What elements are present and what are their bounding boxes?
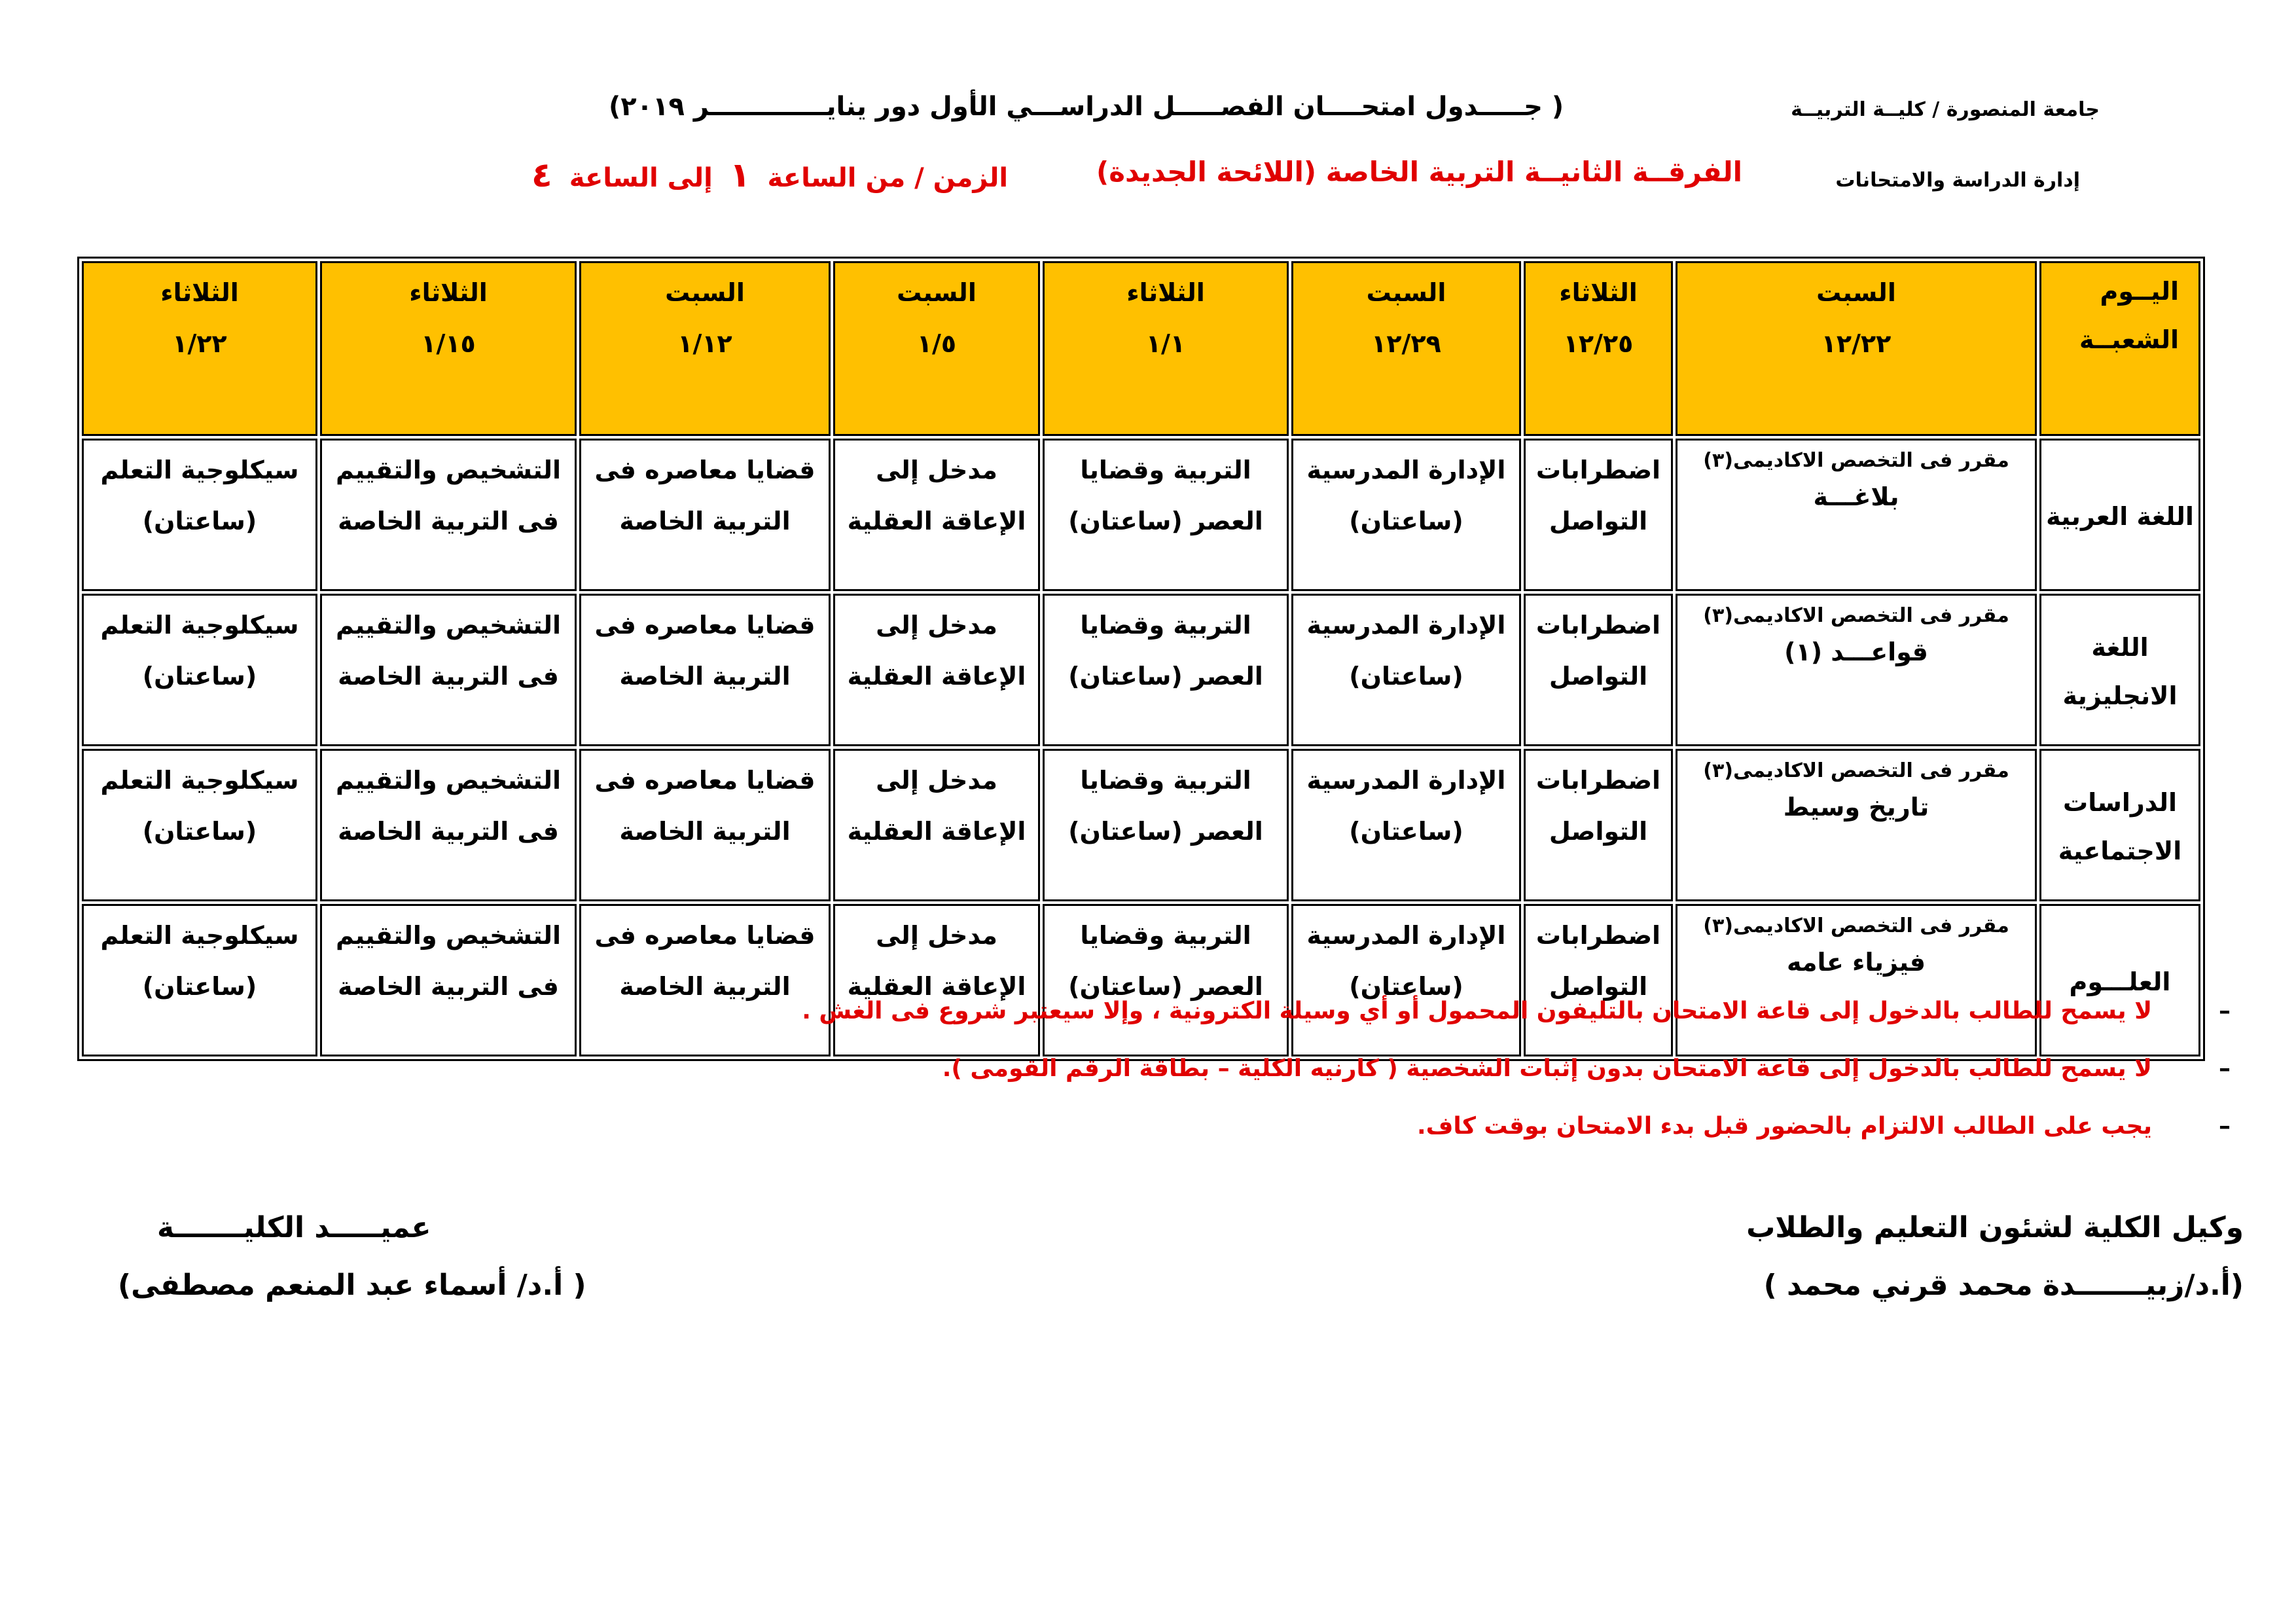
day-name: الثلاثاء (160, 278, 239, 307)
day-header (1524, 261, 1673, 436)
division-cell (2039, 749, 2200, 901)
corner-day-label: اليــوم (2100, 277, 2179, 306)
special-subject-cell (1676, 594, 2037, 746)
subject-line: التربية وقضايا (1080, 921, 1251, 950)
subject-line: فى التربية الخاصة (338, 817, 559, 846)
day-header (82, 261, 317, 436)
subject-line: (ساعتان) (142, 662, 257, 691)
subject-line: سيكلوجية التعلم (100, 921, 299, 950)
exam-rules (267, 992, 2231, 1164)
rule-item (267, 1107, 2231, 1164)
day-date: ١٢/٢٢ (1821, 329, 1892, 358)
subject-cell (82, 594, 317, 746)
subject-line: اضطرابات (1535, 456, 1661, 484)
subject-cell (1291, 594, 1521, 746)
subject-line: اضطرابات (1535, 766, 1661, 795)
day-date: ١٢/٢٩ (1371, 329, 1441, 358)
subject-line: التربية وقضايا (1080, 456, 1251, 484)
special-subject-name: فيزياء عامه (1786, 948, 1926, 977)
rule-text: لا يسمح للطالب بالدخول إلى قاعة الامتحان بالتليفون المحمول أو أي وسيلة الكترونية ، وإلا سيعتبر شروع فى الغش . (802, 998, 2152, 1024)
subject-line: التواصل (1549, 662, 1648, 691)
subject-line: مدخل إلى (876, 921, 997, 950)
subject-line: اضطرابات (1535, 921, 1661, 950)
rule-text: يجب على الطالب الالتزام بالحضور قبل بدء الامتحان بوقت كاف. (1416, 1113, 2152, 1140)
division-cell (2039, 594, 2200, 746)
dean-title: عميـــــد الكليـــــــة (157, 1211, 431, 1244)
day-name: الثلاثاء (409, 278, 488, 307)
subject-line: العصر (ساعتان) (1068, 817, 1263, 846)
rule-bullet: – (2219, 1055, 2231, 1082)
day-name: الثلاثاء (1559, 278, 1638, 307)
subject-cell (1524, 594, 1673, 746)
subject-line: قضايا معاصره فى (594, 921, 816, 950)
subject-line: الإعاقة العقلية (847, 662, 1026, 691)
rule-item (267, 992, 2231, 1049)
subject-line: التربية وقضايا (1080, 611, 1251, 640)
division-label: الدراسات (2063, 788, 2177, 817)
subject-line: الإدارة المدرسية (1306, 611, 1506, 640)
table-header-row (82, 261, 2200, 436)
subject-line: مدخل إلى (876, 456, 997, 484)
special-subject-note: مقرر فى التخصص الاكاديمى(٣) (1703, 759, 2009, 782)
special-subject-note: مقرر فى التخصص الاكاديمى(٣) (1703, 449, 2009, 472)
subject-line: (ساعتان) (142, 507, 257, 535)
subject-line: (ساعتان) (1349, 662, 1463, 691)
subject-cell (320, 439, 577, 591)
table-row (82, 594, 2200, 746)
special-subject-cell (1676, 439, 2037, 591)
subject-line: التربية الخاصة (619, 662, 791, 691)
subject-line: (ساعتان) (1349, 972, 1463, 1001)
day-name: السبت (665, 278, 745, 307)
subject-cell (1291, 749, 1521, 901)
special-subject-cell (1676, 749, 2037, 901)
subject-line: التشخيص والتقييم (335, 921, 562, 950)
dean-name: ( أ.د/ أسماء عبد المنعم مصطفى) (118, 1269, 586, 1302)
rule-text: لا يسمح للطالب بالدخول إلى قاعة الامتحان بدون إثبات الشخصية ( كارنيه الكلية – بطاقة الرقم القومى ). (942, 1055, 2152, 1082)
vice-dean-title: وكيل الكلية لشئون التعليم والطلاب (1746, 1211, 2244, 1244)
vice-dean-name: (أ.د/زبيـــــــدة محمد قرني محمد ) (1763, 1269, 2244, 1302)
subject-line: التواصل (1549, 817, 1648, 846)
day-date: ١/١٢ (677, 329, 732, 358)
division-label: اللغة (2091, 633, 2149, 662)
subject-cell (579, 439, 831, 591)
rule-bullet: – (2219, 1113, 2231, 1140)
day-header (579, 261, 831, 436)
division-label: الانجليزية (2062, 681, 2178, 710)
subject-cell (320, 594, 577, 746)
day-header (833, 261, 1040, 436)
time-prefix: الزمن / من الساعة (767, 163, 1009, 193)
subject-cell (1291, 439, 1521, 591)
subject-line: الإعاقة العقلية (847, 507, 1026, 535)
subject-cell (1524, 749, 1673, 901)
day-name: الثلاثاء (1126, 278, 1205, 307)
subject-line: قضايا معاصره فى (594, 611, 816, 640)
subject-line: (ساعتان) (142, 972, 257, 1001)
table-row (82, 439, 2200, 591)
subject-cell (833, 439, 1040, 591)
subject-line: سيكلوجية التعلم (100, 766, 299, 795)
subject-cell (579, 749, 831, 901)
subject-line: التربية الخاصة (619, 817, 791, 846)
day-date: ١/٢٢ (172, 329, 227, 358)
division-label: العلـــوم (2069, 967, 2171, 996)
subject-line: الإعاقة العقلية (847, 972, 1026, 1001)
page-title: ( جـــــدول امتحــــان الفصـــــل الدراســـي الأول دور ينايـــــــــــــر ٢٠١٩) (609, 92, 1564, 122)
time-to: ٤ (531, 156, 552, 195)
subject-line: التواصل (1549, 507, 1648, 535)
subject-line: سيكلوجية التعلم (100, 456, 299, 484)
subject-line: الإدارة المدرسية (1306, 766, 1506, 795)
subject-cell (833, 749, 1040, 901)
exam-time (524, 156, 1008, 195)
subject-cell (1524, 439, 1673, 591)
group-title: الفرقــة الثانيــة التربية الخاصة (اللائحة الجديدة) (1096, 156, 1743, 188)
day-header (1676, 261, 2037, 436)
subject-line: قضايا معاصره فى (594, 456, 816, 484)
exam-schedule-table (77, 257, 2205, 1061)
subject-line: مدخل إلى (876, 766, 997, 795)
subject-line: العصر (ساعتان) (1068, 662, 1263, 691)
subject-cell (82, 749, 317, 901)
day-name: السبت (1366, 278, 1446, 307)
subject-line: فى التربية الخاصة (338, 972, 559, 1001)
division-cell (2039, 439, 2200, 591)
subject-line: (ساعتان) (142, 817, 257, 846)
day-date: ١/١٥ (421, 329, 476, 358)
subject-cell (1043, 439, 1289, 591)
subject-line: التواصل (1549, 972, 1648, 1001)
subject-line: التربية وقضايا (1080, 766, 1251, 795)
subject-line: (ساعتان) (1349, 507, 1463, 535)
special-subject-note: مقرر فى التخصص الاكاديمى(٣) (1703, 604, 2009, 627)
subject-line: العصر (ساعتان) (1068, 507, 1263, 535)
subject-line: اضطرابات (1535, 611, 1661, 640)
subject-line: التشخيص والتقييم (335, 611, 562, 640)
day-date: ١/١ (1145, 329, 1186, 358)
corner-division-label: الشعبــة (2079, 325, 2179, 354)
subject-line: فى التربية الخاصة (338, 507, 559, 535)
subject-line: التربية الخاصة (619, 972, 791, 1001)
special-subject-name: قواعـــد (١) (1784, 638, 1928, 666)
subject-line: العصر (ساعتان) (1068, 972, 1263, 1001)
subject-line: سيكلوجية التعلم (100, 611, 299, 640)
university-label: جامعة المنصورة / كليــة التربيــة (1791, 98, 2100, 121)
subject-line: مدخل إلى (876, 611, 997, 640)
special-subject-note: مقرر فى التخصص الاكاديمى(٣) (1703, 914, 2009, 937)
corner-cell (2039, 261, 2200, 436)
subject-line: فى التربية الخاصة (338, 662, 559, 691)
subject-line: التشخيص والتقييم (335, 766, 562, 795)
subject-line: (ساعتان) (1349, 817, 1463, 846)
special-subject-name: تاريخ وسيط (1783, 793, 1929, 821)
time-from: ١ (729, 156, 751, 195)
day-header (320, 261, 577, 436)
department-label: إدارة الدراسة والامتحانات (1835, 169, 2080, 192)
subject-line: قضايا معاصره فى (594, 766, 816, 795)
day-header (1043, 261, 1289, 436)
subject-line: الإعاقة العقلية (847, 817, 1026, 846)
division-label: الاجتماعية (2058, 837, 2182, 865)
day-date: ١/٥ (916, 329, 957, 358)
day-header (1291, 261, 1521, 436)
subject-cell (1043, 749, 1289, 901)
special-subject-name: بلاغـــة (1813, 482, 1899, 511)
subject-cell (579, 594, 831, 746)
division-label: اللغة العربية (2046, 502, 2194, 531)
day-name: السبت (1816, 278, 1896, 307)
subject-line: الإدارة المدرسية (1306, 921, 1506, 950)
time-mid: إلى الساعة (569, 163, 713, 193)
day-name: السبت (897, 278, 977, 307)
subject-cell (1043, 594, 1289, 746)
table-row (82, 749, 2200, 901)
rule-bullet: – (2219, 998, 2231, 1024)
rule-item (267, 1049, 2231, 1107)
subject-line: التشخيص والتقييم (335, 456, 562, 484)
subject-cell (320, 749, 577, 901)
subject-cell (833, 594, 1040, 746)
subject-cell (82, 439, 317, 591)
subject-line: التربية الخاصة (619, 507, 791, 535)
subject-line: الإدارة المدرسية (1306, 456, 1506, 484)
day-date: ١٢/٢٥ (1563, 329, 1634, 358)
